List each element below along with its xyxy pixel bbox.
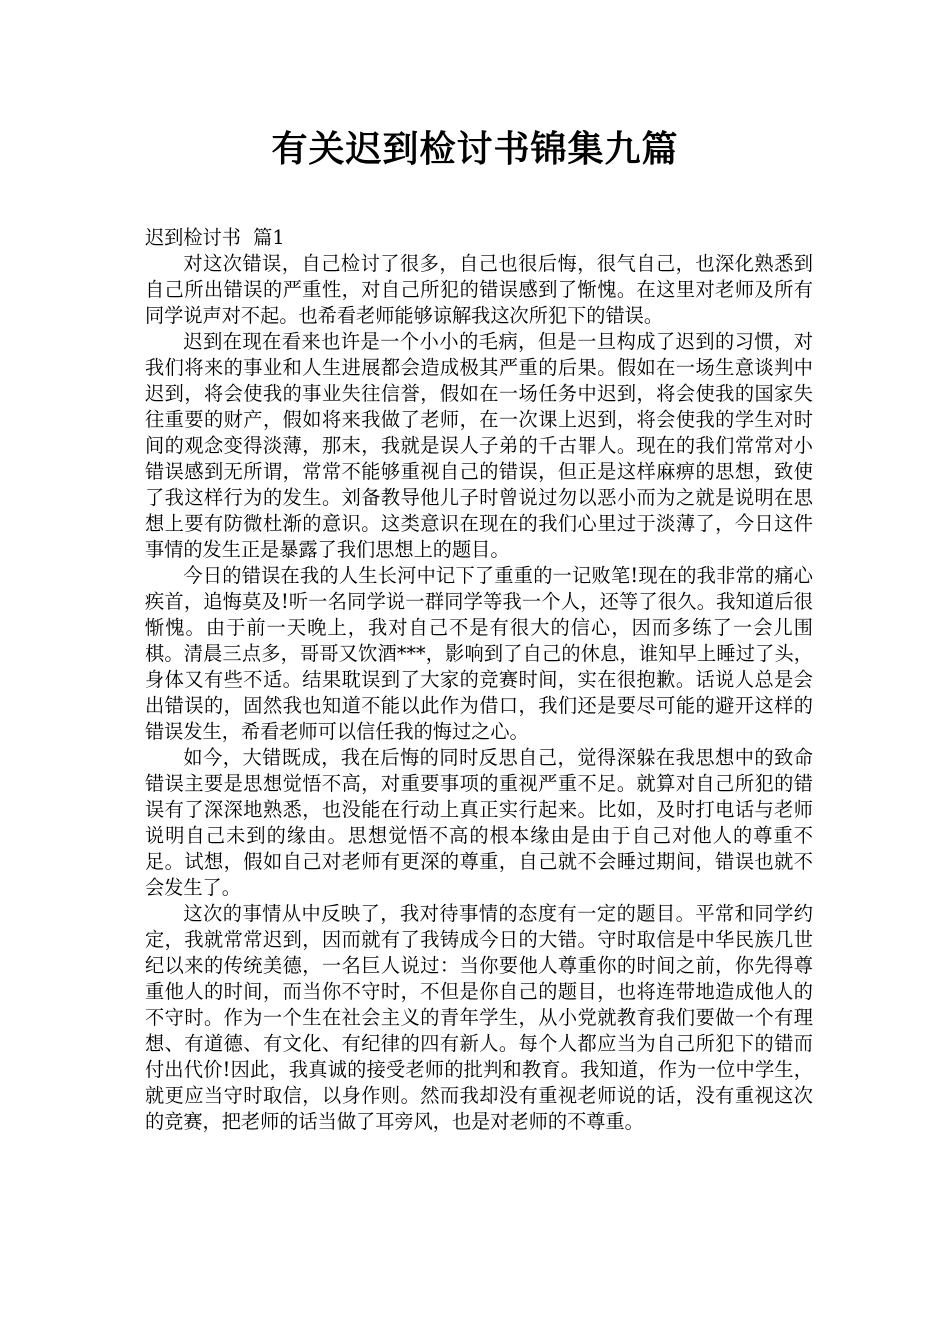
paragraph-1: 对这次错误，自己检讨了很多，自己也很后悔，很气自己，也深化熟悉到自己所出错误的严重性，对自己所犯的错误感到了惭愧。在这里对老师及所有同学说声对不起。也希看老师能够谅解我这次所犯下的错误。 — [145, 252, 813, 327]
document-title: 有关迟到检讨书锦集九篇 — [271, 129, 679, 170]
paragraph-5: 这次的事情从中反映了，我对待事情的态度有一定的题目。平常和同学约定，我就常常迟到，因而就有了我铸成今日的大错。守时取信是中华民族几世纪以来的传统美德，一名巨人说过：当你要他人尊重你的时间之前，你先得尊重他人的时间，而当你不守时，不但是你自己的题目，也将连带地造成他人的不守时。作为一个生在社会主义的青年学生，从小党就教育我们要做一个有理想、有道德、有文化、有纪律的四有新人。每个人都应当为自己所犯下的错而付出代价!因此，我真诚的接受老师的批判和教育。我知道，作为一位中学生，就更应当守时取信，以身作则。然而我却没有重视老师说的话，没有重视这次的竞赛，把老师的话当做了耳旁风，也是对老师的不尊重。 — [145, 902, 813, 1133]
paragraph-3: 今日的错误在我的人生长河中记下了重重的一记败笔!现在的我非常的痛心疾首，追悔莫及!听一名同学说一群同学等我一个人，还等了很久。我知道后很惭愧。由于前一天晚上，我对自己不是有很大的信心，因而多练了一会儿围棋。清晨三点多，哥哥又饮酒***，影响到了自己的休息，谁知早上睡过了头，身体又有些不适。结果耽误到了大家的竞赛时间，实在很抱歉。话说人总是会出错误的，固然我也知道不能以此作为借口，我们还是要尽可能的避开这样的错误发生，希看老师可以信任我的悔过之心。 — [145, 564, 813, 743]
document-body — [145, 225, 813, 1135]
paragraph-2: 迟到在现在看来也许是一个小小的毛病，但是一旦构成了迟到的习惯，对我们将来的事业和人生进展都会造成极其严重的后果。假如在一场生意谈判中迟到，将会使我的事业失往信誉，假如在一场任务中迟到，将会使我的国家失往重要的财产，假如将来我做了老师，在一次课上迟到，将会使我的学生对时间的观念变得淡薄，那末，我就是误人子弟的千古罪人。现在的我们常常对小错误感到无所谓，常常不能够重视自己的错误，但正是这样麻痹的思想，致使了我这样行为的发生。刘备教导他儿子时曾说过勿以恶小而为之就是说明在思想上要有防微杜渐的意识。这类意识在现在的我们心里过于淡薄了，今日这件事情的发生正是暴露了我们思想上的题目。 — [145, 330, 813, 561]
paragraph-4: 如今，大错既成，我在后悔的同时反思自己，觉得深躲在我思想中的致命错误主要是思想觉悟不高，对重要事项的重视严重不足。就算对自己所犯的错误有了深深地熟悉，也没能在行动上真正实行起来。比如，及时打电话与老师说明自己未到的缘由。思想觉悟不高的根本缘由是由于自己对他人的尊重不足。试想，假如自己对老师有更深的尊重，自己就不会睡过期间，错误也就不会发生了。 — [145, 746, 813, 899]
section-heading: 迟到检讨书 篇1 — [145, 226, 285, 249]
